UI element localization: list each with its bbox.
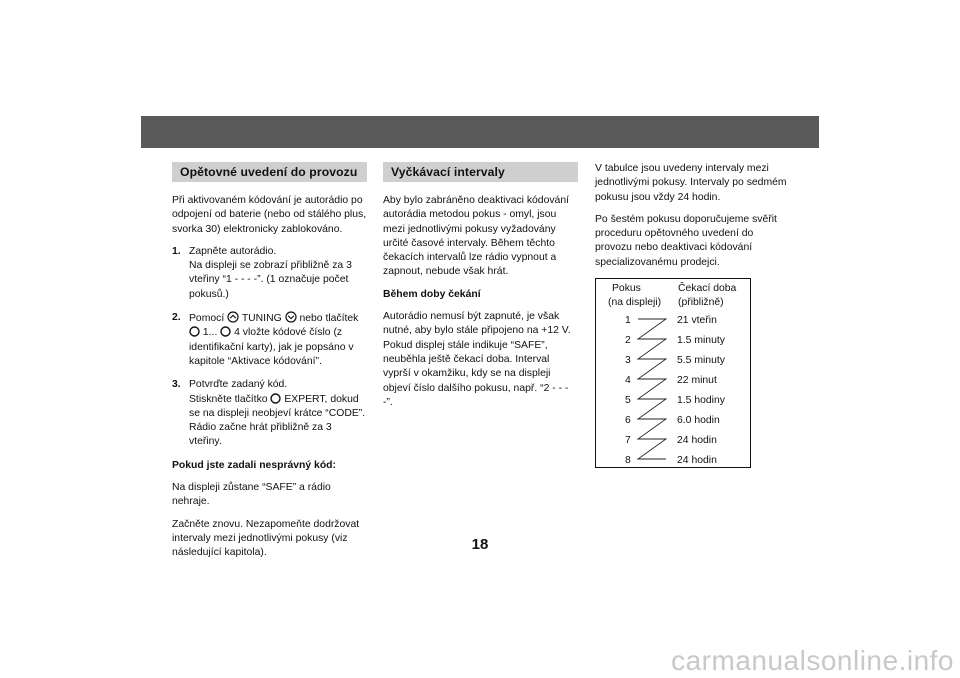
waiting-text: Autorádio nemusí být zapnuté, je však nutné, aby bylo stále připojeno na +12 V. Pokud displej stále indikuje “SAFE”, neuběhla ještě čekací doba. Interval vyprší v okamžiku, kdy se na displeji objeví číslo dalšího pokusu, např. “2 - - - -”.	[383, 311, 571, 408]
header-line: (přibližně)	[678, 297, 724, 309]
attempt-number: 1	[625, 315, 631, 327]
step-text: 1...	[202, 327, 218, 339]
watermark: carmanualsonline.info	[671, 645, 954, 676]
attempt-number: 2	[625, 335, 631, 347]
table-header-attempt	[608, 282, 661, 310]
header-bar	[141, 116, 819, 148]
step-text: Rádio začne hrát přibližně za 3 vteřiny.	[189, 422, 332, 448]
attempt-number: 6	[625, 415, 631, 427]
step-text: Pomocí	[189, 313, 225, 325]
wait-time: 1.5 hodiny	[677, 395, 725, 407]
attempt-number: 4	[625, 375, 631, 387]
step-1	[172, 245, 367, 302]
tuning-down-icon	[227, 311, 239, 323]
attempt-number: 8	[625, 455, 631, 467]
header-line: (na displeji)	[608, 297, 662, 309]
section-heading-wait-intervals: Vyčkávací intervaly	[383, 162, 578, 182]
column-interval-table	[595, 162, 790, 468]
attempt-number: 5	[625, 395, 631, 407]
preset-button-icon	[220, 326, 231, 337]
wait-time: 6.0 hodin	[677, 415, 720, 427]
step-3	[172, 378, 367, 449]
wait-interval-table	[595, 278, 751, 468]
advice-text: Po šestém pokusu doporučujeme svěřit proceduru opětovného uvedení do provozu nebo deaktivaci kódování specializovanému prodejci.	[595, 213, 777, 268]
zigzag-connector	[636, 315, 668, 465]
step-text: 4 vložte kódové číslo (z identifikační karty), jak je popsáno v kapitole “Aktivace kódování”.	[189, 327, 354, 367]
step-text: EXPERT, dokud se na displeji neobjeví krátce “CODE”.	[189, 393, 366, 419]
tuning-up-icon	[285, 311, 297, 323]
step-number: 3.	[172, 379, 181, 391]
step-number: 1.	[172, 245, 181, 257]
expert-button-icon	[270, 393, 281, 404]
wait-time: 21 vteřin	[677, 315, 717, 327]
step-text: nebo tlačítek	[299, 313, 359, 325]
intro-text: Aby bylo zabráněno deaktivaci kódování autorádia metodou pokus - omyl, jsou mezi jednotlivými pokusy vyžadovány určité časové intervaly. Během těchto čekacích intervalů lze rádio vypnout a zapnout, nebude však hrát.	[383, 195, 569, 278]
step-text: Na displeji se zobrazí přibližně za 3 vteřiny “1 - - - -”. (1 označuje počet pokusů.)	[189, 260, 352, 300]
column-wait-intervals	[383, 162, 578, 418]
intro-text: Při aktivovaném kódování je autorádio po odpojení od baterie (nebo od stálého plus, svorka 30) elektronicky zablokováno.	[172, 195, 367, 235]
attempt-number: 7	[625, 435, 631, 447]
table-intro-text: V tabulce jsou uvedeny intervaly mezi jednotlivými pokusy. Intervaly po sedmém pokusu jsou vždy 24 hodin.	[595, 163, 787, 203]
wait-time: 5.5 minuty	[677, 355, 725, 367]
wait-time: 22 minut	[677, 375, 717, 387]
wait-time: 24 hodin	[677, 435, 717, 447]
step-2	[172, 311, 367, 369]
table-header-wait	[678, 282, 736, 310]
retry-text: Začněte znovu. Nezapomeňte dodržovat intervaly mezi jednotlivými pokusy (viz následující kapitola).	[172, 518, 360, 559]
step-text: Stiskněte tlačítko	[189, 393, 268, 405]
subheading-waiting: Během doby čekání	[383, 288, 481, 300]
header-line: Čekací doba	[678, 283, 737, 295]
wrong-code-text: Na displeji zůstane “SAFE” a rádio nehraje.	[172, 482, 331, 508]
attempt-number: 3	[625, 355, 631, 367]
wait-time: 24 hodin	[677, 455, 717, 467]
preset-button-icon	[189, 326, 200, 337]
step-text: Potvrďte zadaný kód.	[189, 379, 288, 391]
page-number: 18	[471, 536, 489, 553]
header-line: Pokus	[612, 283, 641, 295]
wait-time: 1.5 minuty	[677, 335, 725, 347]
step-text: TUNING	[241, 313, 282, 325]
step-text: Zapněte autorádio.	[189, 245, 277, 257]
section-heading-reactivation: Opětovné uvedení do provozu	[172, 162, 367, 182]
wrong-code-title: Pokud jste zadali nesprávný kód:	[172, 459, 336, 471]
column-reactivation	[172, 162, 367, 569]
step-number: 2.	[172, 312, 181, 324]
